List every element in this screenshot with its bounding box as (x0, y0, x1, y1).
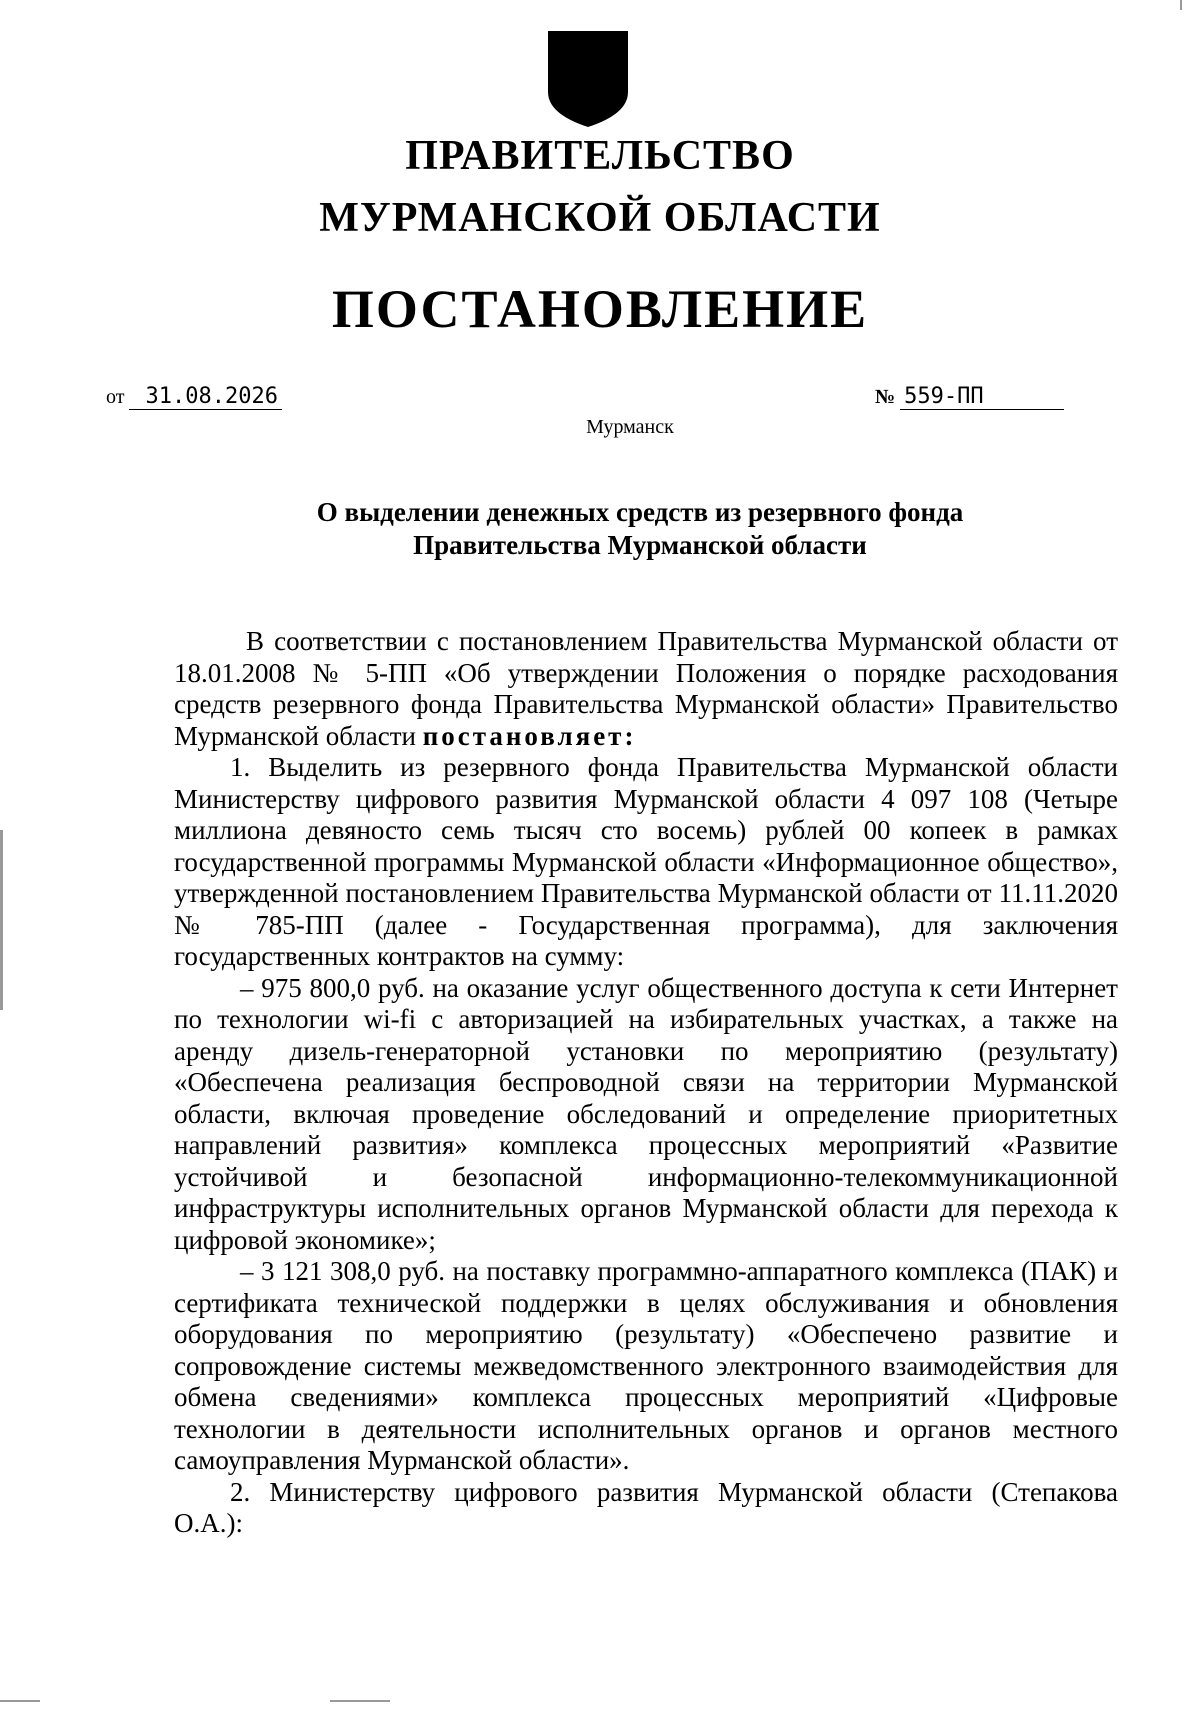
date-value: 31.08.2026 (129, 385, 281, 410)
list-item-dash-1: – 975 800,0 руб. на оказание услуг общественного доступа к сети Интернет по технологии wi-fi с авторизацией на избирательных участках, а также на аренду дизель-генераторной установки по мероприятию (результату) «Обеспечена реализация беспроводной связи на территории Мурманской области, включая проведение обследований и определение приоритетных направлений развития» комплекса процессных мероприятий «Развитие устойчивой и безопасной информационно-телекоммуникационной инфраструктуры исполнительных органов Мурманской области для перехода к цифровой экономике»; (174, 972, 1118, 1255)
paragraph-item-1: 1. Выделить из резервного фонда Правительства Мурманской области Министерству цифрового развития Мурманской области 4 097 108 (Четыре миллиона девяносто семь тысяч сто восемь) рублей 00 копеек в рамках государственной программы Мурманской области «Информационное общество», утвержденной постановлением Правительства Мурманской области от 11.11.2020 № 785-ПП (далее - Государственная программа), для заключения государственных контрактов на сумму: (174, 752, 1118, 971)
title-line2: Правительства Мурманской области (413, 530, 867, 560)
document-body (174, 626, 1118, 1540)
document-title (240, 496, 1040, 562)
coat-of-arms-icon (547, 30, 629, 128)
paragraph-item-2: 2. Министерству цифрового развития Мурманской области (Степакова О.А.): (174, 1476, 1118, 1538)
document-number (875, 385, 1064, 410)
preamble-text: В соответствии с постановлением Правительства Мурманской области от 18.01.2008 № 5-ПП «Об утверждении Положения о порядке расходования средств резервного фонда Правительства Мурманской области» Правительство Мурманской области (174, 626, 1118, 751)
title-line1: О выделении денежных средств из резервного фонда (316, 497, 964, 527)
scan-bottom-mark (0, 1700, 40, 1702)
list-item-dash-2: – 3 121 308,0 руб. на поставку программно-аппаратного комплекса (ПАК) и сертификата технической поддержки в целях обслуживания и обновления оборудования по мероприятию (результату) «Обеспечено развитие и сопровождение системы межведомственного электронного взаимодействия для обмена сведениями» комплекса процессных мероприятий «Цифровые технологии в деятельности исполнительных органов и органов местного самоуправления Мурманской области». (174, 1256, 1118, 1475)
scan-edge-mark (0, 830, 3, 1010)
scan-bottom-mark (330, 1700, 390, 1702)
number-prefix: № (875, 386, 896, 408)
preamble-emphasis: постановляет: (422, 720, 637, 751)
document-type: ПОСТАНОВЛЕНИЕ (331, 279, 869, 339)
preamble-paragraph (174, 626, 1118, 752)
org-name-line1: ПРАВИТЕЛЬСТВО (405, 133, 795, 179)
scan-corner-mark (1180, 0, 1182, 10)
document-date (106, 385, 282, 410)
date-prefix: от (106, 386, 125, 408)
city: Мурманск (586, 416, 674, 438)
org-name-line2: МУРМАНСКОЙ ОБЛАСТИ (319, 195, 881, 241)
number-value: 559-ПП (900, 385, 1064, 410)
